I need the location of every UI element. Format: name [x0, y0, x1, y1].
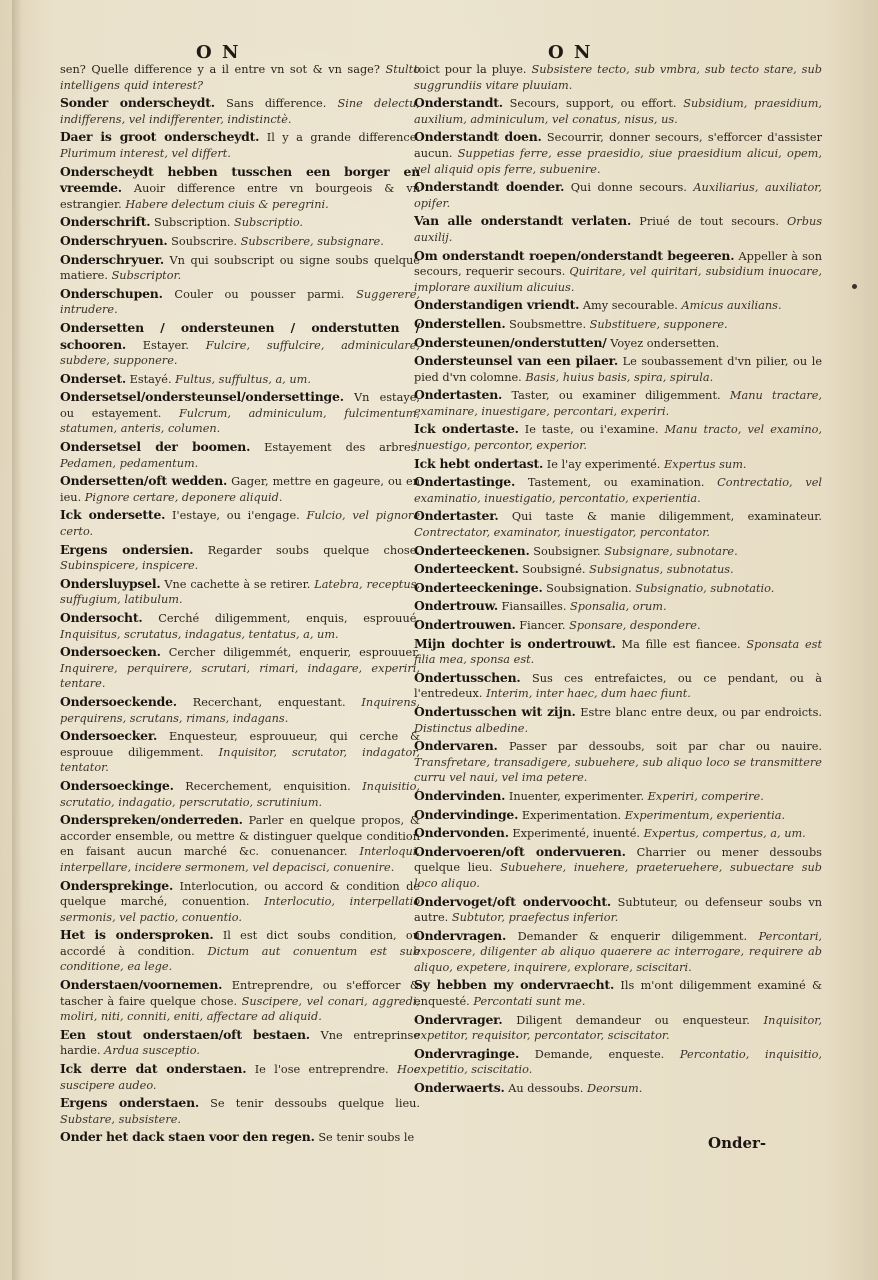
dictionary-entry [414, 129, 822, 177]
entry-french-gloss: Auoir difference entre vn bourgeois & vn estrangier. [60, 182, 420, 211]
entry-french-gloss: Se tenir soubs le [318, 1131, 415, 1145]
entry-headword: Onderschrift. [60, 214, 151, 230]
dictionary-entry [414, 335, 822, 352]
entry-latin-gloss: Fulcire, suffulcire, adminiculare, subdere, supponere. [60, 338, 420, 368]
entry-french-gloss: Qui taste & manie diligemment, examinateur. [511, 510, 822, 524]
dictionary-entry [414, 297, 822, 314]
entry-headword: Onderset. [60, 370, 126, 386]
entry-french-gloss: Enquesteur, esprouueur, qui cerche & esprouue diligemment. [60, 730, 420, 759]
entry-headword: Ondersoecker. [60, 728, 158, 744]
entry-french-gloss: Qui donne secours. [570, 181, 687, 195]
entry-headword: Ondervaren. [414, 738, 498, 754]
entry-french-gloss: Parler en quelque propos, & accorder ensemble, ou mettre & distinguer quelque condition en faisant aucun marché &c. conuenancer. [60, 814, 420, 859]
dictionary-entry [60, 1027, 420, 1059]
entry-latin-gloss: Basis, huius basis, spira, spirula. [525, 370, 714, 384]
dictionary-entry [414, 248, 822, 296]
entry-headword: Ondersoeckende. [60, 693, 177, 709]
dictionary-entry [60, 389, 420, 437]
entry-headword: Ondersteunsel van een pilaer. [414, 353, 618, 369]
entry-latin-gloss: Transfretare, transadigere, subuehere, sub aliquo loco se transmittere curru vel naui, vel ima petere. [414, 755, 822, 785]
entry-latin-gloss: Experiri, comperire. [647, 789, 764, 803]
entry-french-gloss: Passer par dessoubs, soit par char ou nauire. [509, 740, 823, 754]
entry-headword: Onderstandt doender. [414, 179, 565, 195]
entry-french-gloss: Inuenter, experimenter. [508, 789, 645, 803]
entry-latin-gloss: Inquirens, perquirens, scrutans, rimans, indagans. [60, 695, 421, 725]
entry-headword: Ondertusschen. [414, 669, 521, 685]
dictionary-entry [414, 62, 822, 93]
dictionary-entry [60, 214, 420, 231]
entry-french-gloss: Sus ces entrefaictes, ou ce pendant, ou à l'entredeux. [414, 671, 822, 701]
entry-headword: Ondervoeren/oft ondervueren. [414, 843, 626, 859]
dictionary-entry [414, 1012, 822, 1044]
dictionary-entry [414, 580, 822, 597]
page-edge-shadow [12, 0, 22, 1280]
entry-latin-gloss: Interlocutio, interpellatio sermonis, vel pactio, conuentio. [60, 895, 420, 924]
entry-headword: Ergens onderstaen. [60, 1095, 200, 1111]
dictionary-entry [414, 543, 822, 560]
entry-latin-gloss: Expertus, compertus, a, um. [643, 827, 806, 841]
entry-french-gloss: Experimentation. [521, 808, 622, 822]
entry-headword: Onder het dack staen voor den regen. [60, 1129, 315, 1145]
entry-french-gloss: Gager, mettre en gageure, ou en ieu. [60, 475, 421, 504]
entry-latin-gloss: Hoc suscipere audeo. [60, 1063, 420, 1092]
dictionary-entry [414, 421, 822, 453]
entry-headword: Onderstandigen vriendt. [414, 297, 580, 313]
entry-headword: Ondertrouw. [414, 598, 498, 614]
entry-french-gloss: Ie taste, ou i'examine. [524, 423, 659, 437]
entry-french-gloss: Demande, enqueste. [534, 1047, 665, 1061]
entry-latin-gloss: Deorsum. [587, 1082, 643, 1096]
dictionary-entry [60, 542, 420, 574]
running-header-right: O N [548, 42, 593, 63]
entry-latin-gloss: Sponsare, despondere. [569, 619, 701, 632]
entry-latin-gloss: Pignore certare, deponere aliquid. [84, 490, 283, 504]
entry-headword: Ondersetten/oft wedden. [60, 473, 228, 489]
entry-latin-gloss: Subsistere tecto, sub vmbra, sub tecto stare, sub suggrundiis vitare pluuiam. [414, 63, 822, 92]
right-column [414, 62, 822, 1099]
entry-latin-gloss: Percontati sunt me. [473, 995, 586, 1009]
entry-headword: Onderteeckenen. [414, 542, 530, 558]
entry-headword: Ondersocht. [60, 610, 143, 625]
entry-latin-gloss: Amicus auxilians. [681, 299, 782, 313]
dictionary-entry [414, 928, 822, 976]
entry-latin-gloss: Orbus auxilij. [414, 215, 823, 244]
dictionary-entry [414, 670, 822, 702]
entry-french-gloss: Couler ou pousser parmi. [174, 287, 345, 301]
entry-latin-gloss: Subuehere, inuehere, praeteruehere, subuectare sub loco aliquo. [414, 861, 823, 890]
entry-french-gloss: Soubsigner. [533, 544, 601, 558]
dictionary-entry [60, 95, 420, 127]
entry-french-gloss: Fiansailles. [501, 600, 567, 614]
entry-headword: Onderstandt doen. [414, 129, 542, 145]
entry-french-gloss: Soubsmettre. [509, 317, 587, 331]
entry-french-gloss: Vne entreprinse hardie. [60, 1028, 420, 1058]
dictionary-entry [414, 598, 822, 615]
entry-french-gloss: Vn estaye, ou estayement. [60, 391, 420, 420]
dictionary-entry [414, 474, 822, 506]
dictionary-entry [60, 778, 420, 810]
entry-french-gloss: Soubscrire. [171, 234, 238, 248]
entry-latin-gloss: Manu tracto, vel examino, inuestigo, percontor, experior. [414, 423, 823, 453]
entry-latin-gloss: Subscriptor. [111, 269, 182, 283]
entry-latin-gloss: Fulcrum, adminiculum, fulcimentum, statumen, anteris, columen. [60, 406, 420, 436]
entry-headword: Ondersoecken. [60, 644, 161, 660]
entry-headword: Onderstandt. [414, 95, 503, 111]
entry-headword: Ondertasten. [414, 387, 503, 403]
dictionary-entry [414, 387, 822, 419]
entry-headword: Ondervrager. [414, 1011, 503, 1027]
entry-french-gloss: Estayement des arbres. [264, 441, 421, 455]
entry-latin-gloss: Subinspicere, inspicere. [60, 559, 199, 573]
entry-latin-gloss: Contrectatio, vel examinatio, inuestigatio, percontatio, experientia. [414, 476, 823, 505]
entry-french-gloss: Cercher diligemmét, enquerir, esprouuer. [168, 646, 420, 660]
entry-headword: Ick hebt ondertast. [414, 455, 544, 471]
entry-french-gloss: Priué de tout secours. [639, 215, 779, 229]
entry-headword: Van alle onderstandt verlaten. [414, 213, 632, 229]
entry-french-gloss: Sans difference. [226, 97, 327, 111]
entry-latin-gloss: Subscriptio. [234, 216, 304, 230]
entry-headword: Onderschryuen. [60, 232, 168, 248]
entry-headword: Mijn dochter is ondertrouwt. [414, 635, 616, 651]
entry-latin-gloss: Sine delectu, indifferens, vel indifferenter, indistinctè. [60, 97, 420, 126]
dictionary-entry [60, 812, 420, 875]
entry-headword: Onderschupen. [60, 285, 163, 301]
dictionary-entry [60, 164, 420, 213]
ink-spot [852, 284, 857, 289]
entry-latin-gloss: Latebra, receptus, suffugium, latibulum. [60, 577, 420, 607]
entry-latin-gloss: Inquisitus, scrutatus, indagatus, tentatus, a, um. [60, 627, 339, 641]
dictionary-entry [60, 1095, 420, 1127]
dictionary-entry [414, 508, 822, 540]
dictionary-entry [60, 286, 420, 318]
dictionary-entry [414, 844, 822, 892]
entry-latin-gloss: Interim, inter haec, dum haec fiunt. [486, 687, 691, 701]
entry-headword: Onderteeckeninge. [414, 579, 543, 595]
left-column [60, 62, 420, 1148]
entry-headword: Onderspreken/onderreden. [60, 812, 243, 828]
dictionary-entry [60, 576, 420, 608]
entry-latin-gloss: Substituere, supponere. [589, 317, 728, 331]
entry-latin-gloss: Suggerere, intrudere. [60, 287, 421, 317]
entry-french-gloss: Secourrir, donner secours, s'efforcer d'assister aucun. [414, 131, 822, 160]
entry-french-gloss: Subtuteur, ou defenseur soubs vn autre. [414, 895, 822, 925]
entry-headword: Het is ondersproken. [60, 927, 214, 943]
entry-headword: Ondertrouwen. [414, 617, 516, 632]
entry-french-gloss: Interlocution, ou accord & condition de quelque marché, conuention. [60, 879, 420, 909]
entry-french-gloss: Recerchement, enquisition. [185, 779, 351, 793]
entry-headword: Ondersteunen/onderstutten/ [414, 334, 607, 350]
dictionary-entry [414, 353, 822, 385]
dictionary-entry [414, 825, 822, 842]
dictionary-entry [414, 456, 822, 473]
entry-french-gloss: Soubsignation. [546, 581, 632, 595]
dictionary-entry [60, 610, 420, 642]
entry-headword: Ondersetsel der boomen. [60, 439, 251, 455]
entry-headword: Ondersetten / ondersteunen / onderstutten / schooren. [60, 319, 420, 352]
entry-latin-gloss: Manu tractare, examinare, inuestigare, percontari, experiri. [414, 389, 823, 418]
entry-latin-gloss: Ardua susceptio. [104, 1044, 200, 1058]
entry-french-gloss: Ils m'ont diligemment examiné & enquesté. [414, 979, 823, 1009]
entry-latin-gloss: Plurimum interest, vel differt. [60, 146, 231, 160]
dictionary-entry [60, 878, 420, 926]
entry-latin-gloss: Inquisitor, scrutator, indagator, tentator. [60, 745, 421, 775]
entry-headword: Ondervragen. [414, 927, 507, 943]
dictionary-entry [60, 1061, 420, 1093]
entry-french-gloss: Se tenir dessoubs quelque lieu. [210, 1097, 421, 1111]
dictionary-entry [60, 233, 420, 250]
entry-french-gloss: Le soubassement d'vn pilier, ou le pied d'vn colomne. [414, 355, 823, 384]
entry-latin-gloss: Interloqui, interpellare, incidere sermonem, vel depacisci, conuenire. [60, 845, 420, 874]
dictionary-entry [60, 62, 420, 93]
entry-headword: Ick ondertaste. [414, 421, 519, 437]
dictionary-entry [414, 894, 822, 926]
entry-latin-gloss: Distinctus albedine. [414, 721, 529, 735]
entry-headword: Onderteeckent. [414, 561, 519, 577]
entry-french-gloss: I'estaye, ou i'engage. [172, 509, 300, 523]
dictionary-entry [60, 473, 420, 505]
entry-french-gloss: Tastement, ou examination. [527, 476, 705, 490]
dictionary-entry [60, 252, 420, 284]
entry-latin-gloss: Contrectator, examinator, inuestigator, percontator. [414, 526, 710, 540]
entry-headword: Ondervinden. [414, 787, 506, 803]
entry-latin-gloss: Sponsalia, orum. [570, 600, 667, 614]
entry-french-gloss: Il est dict soubs condition, ou accordé à condition. [60, 929, 420, 958]
entry-french-gloss: Au dessoubs. [508, 1082, 584, 1096]
running-header-left: O N [196, 42, 241, 63]
entry-french-gloss: Ie l'ose entreprendre. [254, 1063, 389, 1077]
entry-latin-gloss: Inquisitor, expetitor, requisitor, percontator, sciscitator. [414, 1013, 823, 1043]
entry-french-gloss: Amy secourable. [582, 299, 678, 313]
entry-french-gloss: Ma fille est fiancee. [621, 637, 741, 651]
entry-french-gloss: Entreprendre, ou s'efforcer & tascher à faire quelque chose. [60, 979, 420, 1008]
dictionary-entry [414, 561, 822, 578]
dictionary-entry [60, 694, 420, 726]
dictionary-entry [60, 439, 420, 471]
entry-french-gloss: Secours, support, ou effort. [509, 97, 677, 111]
entry-headword: Sonder onderscheydt. [60, 95, 215, 111]
entry-latin-gloss: Inquisitio, scrutatio, indagatio, perscrutatio, scrutinium. [60, 779, 421, 809]
entry-french-gloss: Fiancer. [519, 619, 566, 632]
entry-latin-gloss: Percontari, exposcere, diligenter ab aliquo quaerere ac interrogare, requirere ab aliquo, expetere, inquirere, explorare, sciscitari. [414, 929, 823, 974]
entry-french-gloss: Appeller à son secours, requerir secours. [414, 249, 822, 279]
entry-french-gloss: Estayé. [129, 372, 172, 386]
catchword: Onder- [708, 1134, 767, 1152]
dictionary-entry [414, 1046, 822, 1078]
entry-latin-gloss: Percontatio, inquisitio, expetitio, sciscitatio. [414, 1047, 822, 1077]
entry-french-gloss: Soubsigné. [522, 563, 586, 577]
entry-french-gloss: Estayer. [142, 338, 189, 352]
entry-french-gloss: Recerchant, enquestant. [192, 695, 346, 709]
entry-french-gloss: Demander & enquerir diligemment. [517, 929, 748, 943]
dictionary-entry [414, 636, 822, 668]
dictionary-entry [414, 617, 822, 634]
entry-headword: Onderstellen. [414, 315, 506, 331]
entry-latin-gloss: Fultus, suffultus, a, um. [175, 372, 311, 386]
entry-latin-gloss: Dictum aut conuentum est sub conditione, ea lege. [60, 944, 421, 974]
dictionary-entry [60, 507, 420, 539]
entry-latin-gloss: Subsignatus, subnotatus. [589, 563, 734, 577]
entry-headword: Onderwaerts. [414, 1080, 505, 1096]
entry-headword: Onderscheydt hebben tusschen een borger en vreemde. [60, 163, 420, 196]
entry-headword: Ondervraginge. [414, 1045, 520, 1061]
entry-headword: Daer is groot onderscheydt. [60, 129, 260, 145]
entry-headword: Ondertaster. [414, 508, 499, 524]
entry-french-gloss: toict pour la pluye. [414, 63, 527, 76]
entry-french-gloss: Estre blanc entre deux, ou par endroicts. [580, 705, 822, 719]
entry-french-gloss: Il y a grande difference. [266, 131, 420, 145]
entry-french-gloss: Experimenté, inuenté. [512, 827, 640, 841]
dictionary-entry [60, 728, 420, 776]
dictionary-entry [414, 95, 822, 127]
entry-latin-gloss: Habere delectum ciuis & peregrini. [125, 197, 329, 211]
entry-headword: Sy hebben my ondervraecht. [414, 977, 615, 993]
entry-french-gloss: Vne cachette à se retirer. [164, 577, 311, 591]
dictionary-entry [60, 129, 420, 161]
entry-latin-gloss: Sponsata est filia mea, sponsa est. [414, 637, 822, 667]
entry-latin-gloss: Experimentum, experientia. [624, 808, 786, 822]
entry-headword: Ondervonden. [414, 825, 509, 841]
entry-latin-gloss: Suscipere, vel conari, aggredi, moliri, niti, conniti, eniti, affectare ad aliquid. [60, 994, 421, 1024]
dictionary-entry [60, 320, 420, 369]
entry-latin-gloss: Subtutor, praefectus inferior. [451, 911, 619, 925]
entry-headword: Ondersluypsel. [60, 575, 161, 591]
entry-latin-gloss: Substare, subsistere. [60, 1112, 182, 1126]
entry-french-gloss: Vn qui soubscript ou signe soubs quelque matiere. [60, 253, 420, 283]
entry-french-gloss: Subscription. [154, 216, 231, 230]
entry-french-gloss: Taster, ou examiner diligemment. [511, 389, 721, 403]
dictionary-entry [414, 1080, 822, 1097]
entry-french-gloss: Charrier ou mener dessoubs quelque lieu. [414, 845, 822, 875]
dictionary-entry [60, 1129, 420, 1146]
entry-headword: Een stout onderstaen/oft bestaen. [60, 1026, 310, 1042]
entry-headword: Ondersoeckinge. [60, 777, 174, 793]
entry-latin-gloss: Stulto intelligens quid interest? [60, 63, 421, 92]
dictionary-entry [60, 371, 420, 388]
entry-latin-gloss: Fulcio, vel pignore certo. [60, 509, 421, 539]
entry-french-gloss: Cerché diligemment, enquis, esprouué. [158, 612, 420, 625]
entry-latin-gloss: Auxiliarius, auxiliator, opifer. [414, 181, 822, 210]
entry-french-gloss: Ie l'ay experimenté. [546, 457, 661, 471]
dictionary-entry [414, 704, 822, 736]
dictionary-entry [414, 788, 822, 805]
dictionary-entry [414, 316, 822, 333]
entry-headword: Onderstaen/voornemen. [60, 977, 223, 993]
entry-latin-gloss: Pedamen, pedamentum. [60, 456, 199, 470]
entry-french-gloss: Voyez ondersetten. [610, 336, 720, 350]
entry-latin-gloss: Suppetias ferre, esse praesidio, siue praesidium alicui, opem, vel aliquid opis ferre, subuenire. [414, 146, 822, 176]
entry-headword: Ergens ondersien. [60, 541, 194, 557]
entry-latin-gloss: Subscribere, subsignare. [240, 234, 384, 248]
dictionary-entry [60, 977, 420, 1025]
entry-headword: Ondervoget/oft ondervoocht. [414, 893, 612, 909]
entry-headword: Ondertastinge. [414, 474, 516, 490]
entry-french-gloss: Regarder soubs quelque chose. [207, 543, 421, 557]
entry-headword: Ick ondersette. [60, 507, 166, 523]
dictionary-entry [414, 807, 822, 824]
dictionary-entry [60, 927, 420, 975]
entry-french-gloss: Diligent demandeur ou enquesteur. [516, 1013, 750, 1027]
entry-latin-gloss: Subsidium, praesidium, auxilium, adminiculum, vel conatus, nisus, us. [414, 97, 822, 126]
entry-latin-gloss: Inquirere, perquirere, scrutari, rimari, indagare, experiri, tentare. [60, 661, 420, 691]
entry-latin-gloss: Quiritare, vel quiritari, subsidium inuocare, implorare auxilium alicuius. [414, 265, 822, 294]
entry-headword: Ondervindinge. [414, 806, 519, 822]
dictionary-entry [414, 213, 822, 245]
entry-headword: Onderschryuer. [60, 251, 164, 267]
entry-latin-gloss: Subsignatio, subnotatio. [635, 581, 775, 595]
entry-latin-gloss: Expertus sum. [664, 457, 747, 471]
dictionary-entry [414, 179, 822, 211]
entry-headword: Ondersprekinge. [60, 877, 174, 893]
dictionary-entry [414, 977, 822, 1009]
dictionary-entry [60, 644, 420, 692]
entry-headword: Ondertusschen wit zijn. [414, 703, 576, 719]
entry-french-gloss: sen? Quelle difference y a il entre vn sot & vn sage? [60, 63, 380, 76]
entry-latin-gloss: Subsignare, subnotare. [604, 544, 738, 558]
entry-headword: Ondersetsel/ondersteunsel/ondersettinge. [60, 389, 344, 405]
entry-headword: Ick derre dat onderstaen. [60, 1061, 247, 1077]
dictionary-entry [414, 738, 822, 786]
entry-headword: Om onderstandt roepen/onderstandt begeeren. [414, 247, 735, 263]
